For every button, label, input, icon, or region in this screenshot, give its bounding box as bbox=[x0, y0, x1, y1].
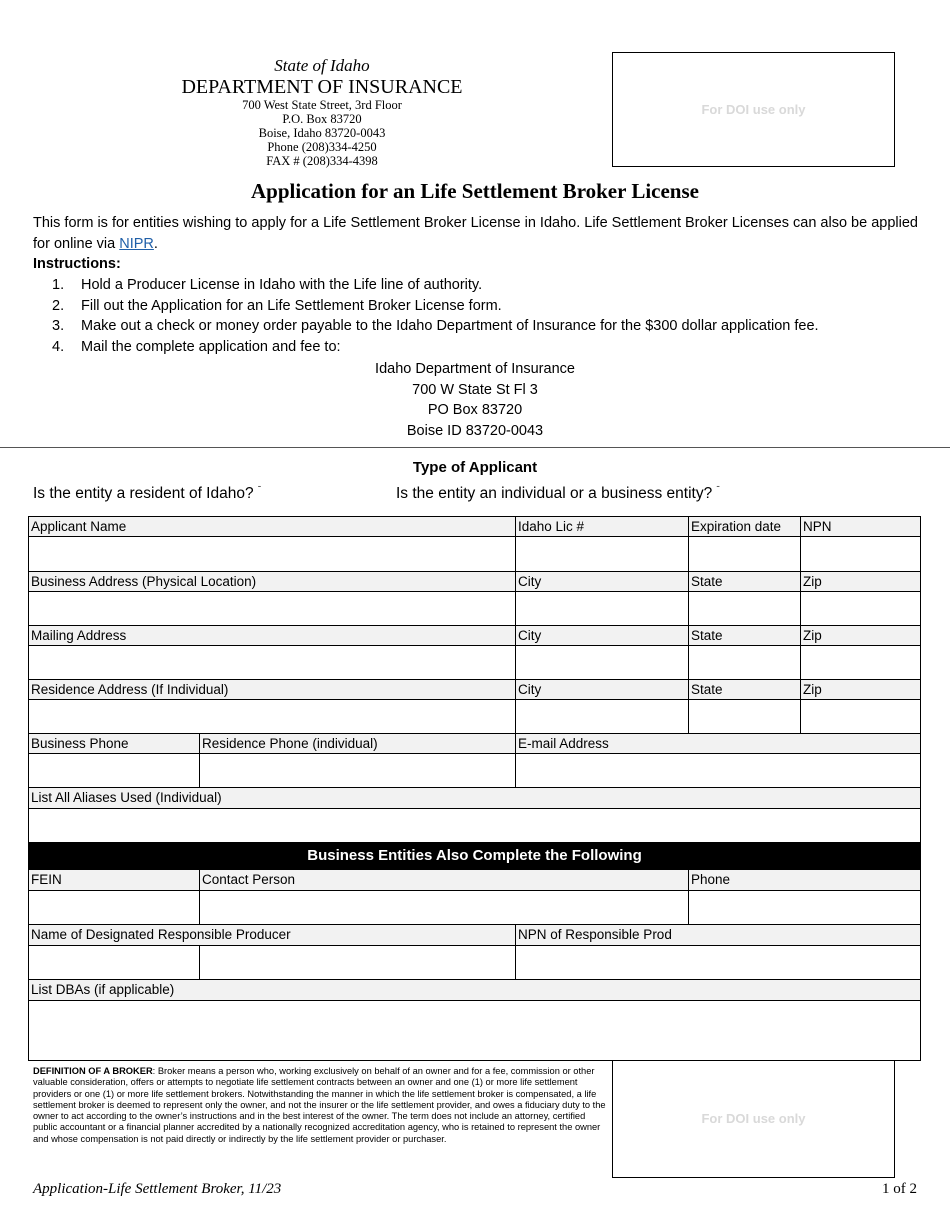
mailing-address-input[interactable] bbox=[28, 645, 516, 680]
intro-body: This form is for entities wishing to apply for a Life Settlement Broker License in Idaho. Life Settlement Broker Licenses can also be applied for online via bbox=[33, 215, 918, 252]
expiration-input[interactable] bbox=[688, 536, 801, 572]
aliases-input[interactable] bbox=[28, 808, 921, 843]
phone-label: Phone bbox=[688, 869, 921, 891]
definition-text: : Broker means a person who, working exclusively on behalf of an owner and for a fee, commission or other valuable consideration, offers or attempts to negotiate life settlement contracts between an owner and one (1) or more life settlement providers or one (1) or more life settlement brokers. Notwithstanding the manner in which the life settlement broker is compensated, a life settlement broker is deemed to represent only the owner, and not the insurer or the life settlement provider, and owes a fiduciary duty to the owner to act according to the owner’s instructions and in the best interest of the owner. The term does not include an attorney, certified public accountant or a financial planner accredited by a nationally recognized accreditation agency, who is retained to represent the owner and whose compensation is not paid directly or indirectly by the life settlement provider or purchaser. bbox=[33, 1066, 606, 1144]
contact-person-label: Contact Person bbox=[199, 869, 689, 891]
residence-city-input[interactable] bbox=[515, 699, 689, 734]
item-number: 3. bbox=[52, 318, 65, 334]
resident-question[interactable] bbox=[33, 485, 261, 503]
instructions-heading: Instructions: bbox=[33, 256, 121, 272]
mail-line: Idaho Department of Insurance bbox=[375, 361, 575, 377]
fein-input[interactable] bbox=[28, 890, 200, 925]
department-name: DEPARTMENT OF INSURANCE bbox=[181, 76, 463, 98]
business-address-label: Business Address (Physical Location) bbox=[28, 571, 516, 592]
dbas-input[interactable] bbox=[28, 1000, 921, 1061]
npn-label: NPN bbox=[800, 516, 921, 537]
item-text: Make out a check or money order payable to the Idaho Department of Insurance for the $300 dollar application fee. bbox=[81, 318, 819, 334]
mail-line: 700 W State St Fl 3 bbox=[412, 381, 538, 398]
mail-line: PO Box 83720 bbox=[427, 402, 523, 418]
page-title: Application for an Life Settlement Broker License bbox=[251, 179, 699, 203]
mailing-address bbox=[0, 359, 950, 441]
page-number: 1 of 2 bbox=[882, 1181, 917, 1197]
business-address-input[interactable] bbox=[28, 591, 516, 626]
idaho-lic-label: Idaho Lic # bbox=[515, 516, 689, 537]
residence-zip-input[interactable] bbox=[800, 699, 921, 734]
intro-text bbox=[33, 213, 923, 254]
npn-responsible-input[interactable] bbox=[515, 945, 921, 980]
state-label: State bbox=[688, 625, 801, 646]
item-number: 4. bbox=[52, 338, 65, 355]
business-city-input[interactable] bbox=[515, 591, 689, 626]
business-phone-label: Business Phone bbox=[28, 733, 200, 754]
mailing-city-input[interactable] bbox=[515, 645, 689, 680]
doi-use-box-bottom: For DOI use only bbox=[612, 1060, 895, 1178]
city-label: City bbox=[515, 625, 689, 646]
definition-label: DEFINITION OF A BROKER bbox=[33, 1066, 153, 1076]
letterhead bbox=[168, 56, 476, 168]
address-line: P.O. Box 83720 bbox=[282, 112, 362, 126]
designated-producer-label: Name of Designated Responsible Producer bbox=[28, 924, 516, 946]
applicant-name-input[interactable] bbox=[28, 536, 516, 572]
mailing-address-label: Mailing Address bbox=[28, 625, 516, 646]
designated-producer-input-2[interactable] bbox=[199, 945, 516, 980]
entity-type-label: Is the entity an individual or a business entity? bbox=[396, 485, 713, 502]
email-label: E-mail Address bbox=[515, 733, 921, 754]
state-name: State of Idaho bbox=[274, 56, 370, 75]
npn-responsible-label: NPN of Responsible Prod bbox=[515, 924, 921, 946]
address-line: 700 West State Street, 3rd Floor bbox=[242, 98, 402, 112]
zip-label: Zip bbox=[800, 679, 921, 700]
item-text: Mail the complete application and fee to: bbox=[81, 338, 341, 355]
city-label: City bbox=[515, 679, 689, 700]
instructions-list bbox=[52, 275, 942, 357]
state-label: State bbox=[688, 679, 801, 700]
address-block bbox=[168, 98, 476, 168]
aliases-label: List All Aliases Used (Individual) bbox=[28, 787, 921, 809]
expiration-label: Expiration date bbox=[688, 516, 801, 537]
nipr-link[interactable]: NIPR bbox=[119, 235, 154, 252]
intro-end: . bbox=[153, 235, 158, 252]
npn-input[interactable] bbox=[800, 536, 921, 572]
mailing-zip-input[interactable] bbox=[800, 645, 921, 680]
phone-input[interactable] bbox=[688, 890, 921, 925]
residence-address-label: Residence Address (If Individual) bbox=[28, 679, 516, 700]
state-label: State bbox=[688, 571, 801, 592]
dropdown-icon[interactable]: ˉ bbox=[716, 485, 720, 496]
business-state-input[interactable] bbox=[688, 591, 801, 626]
entity-type-question[interactable] bbox=[396, 485, 720, 503]
zip-label: Zip bbox=[800, 625, 921, 646]
email-input[interactable] bbox=[515, 753, 921, 788]
item-text: Fill out the Application for an Life Settlement Broker License form. bbox=[81, 297, 502, 314]
applicant-name-label: Applicant Name bbox=[28, 516, 516, 537]
residence-phone-input[interactable] bbox=[199, 753, 516, 788]
divider bbox=[0, 447, 950, 448]
business-phone-input[interactable] bbox=[28, 753, 200, 788]
doi-use-box: For DOI use only bbox=[612, 52, 895, 167]
instruction-item bbox=[52, 275, 942, 296]
designated-producer-input[interactable] bbox=[28, 945, 200, 980]
form-id: Application-Life Settlement Broker, 11/23 bbox=[33, 1181, 282, 1197]
city-label: City bbox=[515, 571, 689, 592]
address-line: Boise, Idaho 83720-0043 bbox=[258, 126, 386, 140]
item-number: 1. bbox=[52, 277, 65, 293]
residence-state-input[interactable] bbox=[688, 699, 801, 734]
broker-definition bbox=[33, 1066, 608, 1145]
contact-person-input[interactable] bbox=[199, 890, 689, 925]
residence-address-input[interactable] bbox=[28, 699, 516, 734]
dropdown-icon[interactable]: ˉ bbox=[257, 485, 262, 496]
address-line: Phone (208)334-4250 bbox=[267, 140, 377, 154]
mailing-state-input[interactable] bbox=[688, 645, 801, 680]
residence-phone-label: Residence Phone (individual) bbox=[199, 733, 516, 754]
instruction-item bbox=[52, 337, 942, 358]
idaho-lic-input[interactable] bbox=[515, 536, 689, 572]
zip-label: Zip bbox=[800, 571, 921, 592]
mail-line: Boise ID 83720-0043 bbox=[406, 422, 544, 439]
business-zip-input[interactable] bbox=[800, 591, 921, 626]
item-text: Hold a Producer License in Idaho with the Life line of authority. bbox=[81, 277, 483, 293]
type-of-applicant-heading: Type of Applicant bbox=[412, 459, 538, 476]
resident-label: Is the entity a resident of Idaho? bbox=[33, 485, 254, 502]
dbas-label: List DBAs (if applicable) bbox=[28, 979, 921, 1001]
instruction-item bbox=[52, 296, 942, 317]
business-section-header: Business Entities Also Complete the Following bbox=[28, 842, 921, 869]
address-line: FAX # (208)334-4398 bbox=[266, 154, 378, 168]
fein-label: FEIN bbox=[28, 869, 200, 891]
item-number: 2. bbox=[52, 297, 65, 314]
instruction-item bbox=[52, 316, 942, 337]
